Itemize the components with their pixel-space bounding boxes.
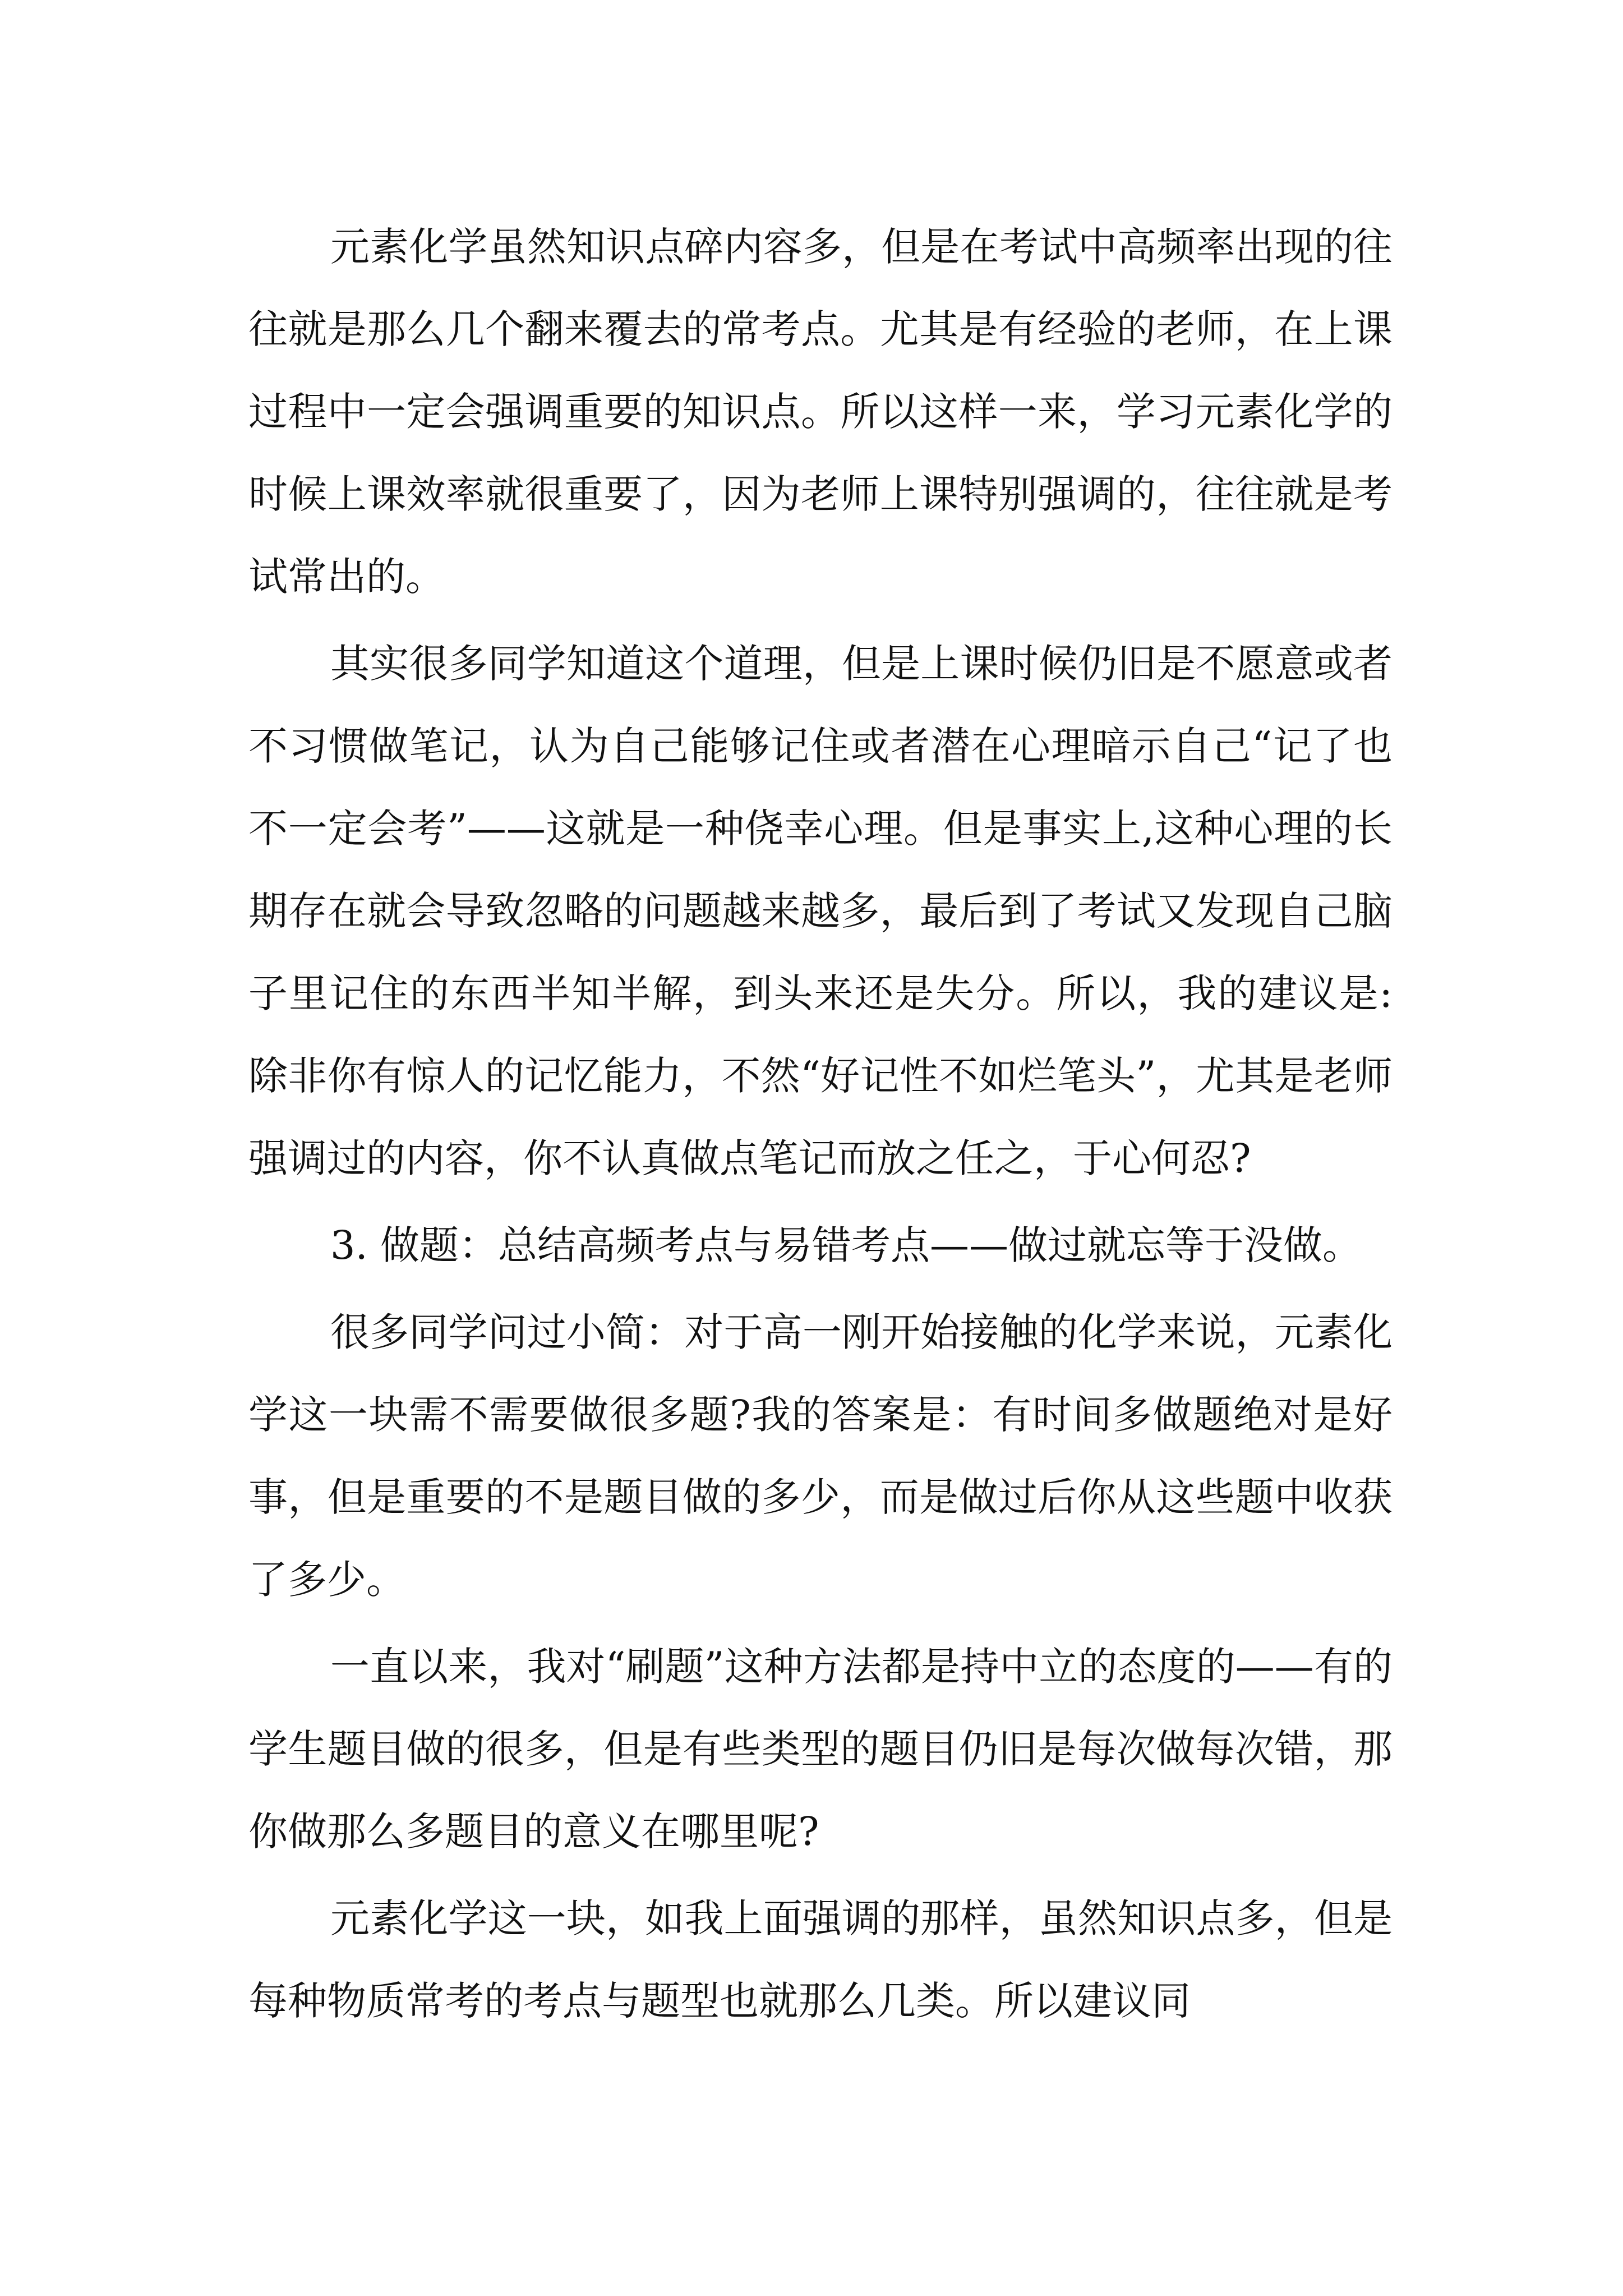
paragraph-4: 很多同学问过小简：对于高一刚开始接触的化学来说，元素化学这一块需不需要做很多题?我的答案是：有时间多做题绝对是好事，但是重要的不是题目做的多少，而是做过后你从这些题中收获了多少。 — [248, 1309, 1393, 1603]
document-body — [248, 206, 1393, 2042]
paragraph-3-heading: 3. 做题：总结高频考点与易错考点——做过就忘等于没做。 — [330, 1222, 1362, 1268]
paragraph-5: 一直以来，我对“刷题”这种方法都是持中立的态度的——有的学生题目做的很多，但是有些类型的题目仍旧是每次做每次错，那你做那么多题目的意义在哪里呢? — [248, 1644, 1393, 1855]
paragraph-6: 元素化学这一块，如我上面强调的那样，虽然知识点多，但是每种物质常考的考点与题型也就那么几类。所以建议同 — [248, 1895, 1393, 2024]
paragraph-2: 其实很多同学知道这个道理，但是上课时候仍旧是不愿意或者不习惯做笔记，认为自己能够记住或者潜在心理暗示自己“记了也不一定会考”——这就是一种侥幸心理。但是事实上,这种心理的长期存在就会导致忽略的问题越来越多，最后到了考试又发现自己脑子里记住的东西半知半解，到头来还是失分。所以，我的建议是: 除非你有惊人的记忆能力，不然“好记性不如烂笔头”，尤其是老师强调过的内容，你不认真做点笔记而放之任之，于心何忍? — [248, 641, 1393, 1181]
paragraph-1: 元素化学虽然知识点碎内容多，但是在考试中高频率出现的往往就是那么几个翻来覆去的常考点。尤其是有经验的老师，在上课过程中一定会强调重要的知识点。所以这样一来，学习元素化学的时候上课效率就很重要了，因为老师上课特别强调的，往往就是考试常出的。 — [248, 224, 1393, 600]
